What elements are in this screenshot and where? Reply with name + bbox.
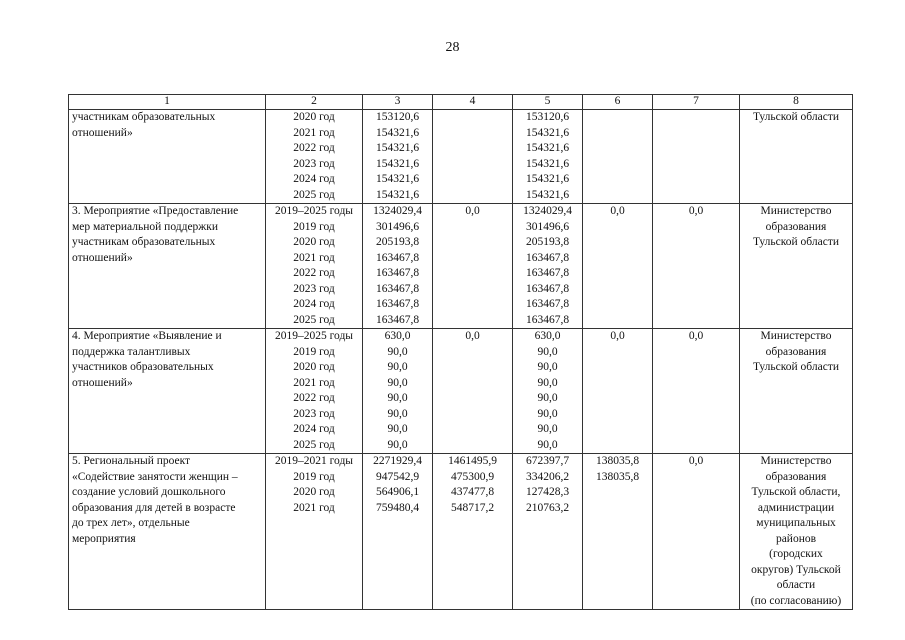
cell-col-5 (513, 110, 583, 204)
cell-line: 163467,8 (525, 267, 570, 279)
cell-col-1 (69, 110, 266, 204)
cell-line: образования для детей в возрасте (72, 501, 236, 514)
cell-line: 90,0 (537, 376, 558, 389)
cell-line: 5. Региональный проект (72, 455, 191, 467)
cell-line: Министерство (760, 205, 832, 217)
cell-line: 163467,8 (375, 313, 420, 326)
cell-line: 205193,8 (375, 236, 420, 248)
cell-line: области (776, 579, 816, 591)
cell-line: 2025 год (293, 438, 335, 451)
cell-col-5 (513, 204, 583, 329)
table-row (69, 110, 853, 204)
cell-line: 163467,8 (375, 267, 420, 279)
cell-line: 163467,8 (525, 251, 570, 264)
cell-line: 2021 год (293, 501, 335, 514)
cell-line: 1461495,9 (448, 455, 497, 467)
cell-line: 0,0 (465, 330, 480, 342)
cell-col-2 (266, 329, 363, 454)
cell-line: 2022 год (293, 267, 335, 279)
cell-line: 90,0 (537, 423, 558, 435)
cell-line: (по согласованию) (750, 594, 842, 607)
cell-line: 2024 год (293, 298, 335, 310)
column-header-1: 1 (69, 95, 266, 110)
cell-line: муниципальных (756, 517, 836, 529)
cell-line: 2024 год (293, 173, 335, 185)
cell-line: 90,0 (537, 345, 558, 358)
cell-col-3 (363, 110, 433, 204)
cell-line: 154321,6 (375, 173, 420, 185)
cell-line: отношений» (72, 376, 133, 389)
cell-line: 154321,6 (375, 188, 420, 201)
cell-line: районов (775, 532, 817, 545)
cell-line: 2020 год (293, 486, 335, 498)
cell-line: 90,0 (537, 361, 558, 373)
cell-line: 2021 год (293, 251, 335, 264)
column-header-5: 5 (513, 95, 583, 110)
cell-line: мероприятия (72, 532, 136, 545)
cell-line: 154321,6 (375, 157, 420, 170)
cell-line: Тульской области, (751, 486, 841, 498)
cell-line: 2022 год (293, 142, 335, 154)
cell-line: 90,0 (387, 361, 408, 373)
cell-line: 154321,6 (375, 142, 420, 154)
cell-line: 153120,6 (525, 111, 570, 123)
cell-col-3 (363, 454, 433, 610)
cell-col-1 (69, 204, 266, 329)
cell-line: 2271929,4 (373, 455, 422, 467)
cell-line: 2022 год (293, 392, 335, 404)
cell-line: 163467,8 (375, 282, 420, 295)
cell-col-1 (69, 454, 266, 610)
cell-col-7 (653, 454, 740, 610)
cell-col-5 (513, 454, 583, 610)
cell-line: 2019–2021 годы (274, 455, 354, 467)
cell-line: 564906,1 (375, 486, 420, 498)
table-row (69, 454, 853, 610)
cell-line: 0,0 (610, 330, 625, 342)
cell-line: 2019–2025 годы (274, 330, 354, 342)
column-header-3: 3 (363, 95, 433, 110)
cell-line: Тульской области (752, 236, 839, 248)
cell-col-7 (653, 110, 740, 204)
cell-line: 90,0 (387, 438, 408, 451)
cell-line: администрации (757, 501, 835, 514)
cell-line: округов) Тульской (751, 563, 841, 576)
cell-line: участникам образовательных (72, 236, 216, 248)
column-header-8: 8 (740, 95, 853, 110)
cell-line: до трех лет», отдельные (72, 517, 190, 529)
cell-line: 2023 год (293, 407, 335, 420)
cell-col-4 (433, 110, 513, 204)
cell-line: 334206,2 (525, 470, 570, 483)
cell-line: 90,0 (387, 376, 408, 389)
cell-line: 2025 год (293, 313, 335, 326)
cell-line: 0,0 (610, 205, 625, 217)
cell-line: 138035,8 (595, 455, 640, 467)
cell-line: 672397,7 (525, 455, 570, 467)
cell-col-5 (513, 329, 583, 454)
cell-line: 475300,9 (450, 470, 495, 483)
table-row (69, 204, 853, 329)
cell-line: 163467,8 (375, 251, 420, 264)
cell-line: 437477,8 (450, 486, 495, 498)
cell-line: 205193,8 (525, 236, 570, 248)
cell-line: 0,0 (688, 455, 704, 467)
cell-line: 90,0 (387, 423, 408, 435)
cell-line: Министерство (760, 455, 832, 467)
cell-line: Министерство (760, 330, 832, 342)
cell-line: 90,0 (387, 345, 408, 358)
page-number: 28 (445, 40, 460, 55)
cell-col-6 (583, 329, 653, 454)
cell-col-4 (433, 454, 513, 610)
cell-line: 2023 год (293, 282, 335, 295)
cell-line: 630,0 (534, 330, 561, 342)
cell-line: 163467,8 (525, 282, 570, 295)
cell-line: 163467,8 (525, 298, 570, 310)
program-table (68, 94, 853, 610)
column-header-2: 2 (266, 95, 363, 110)
cell-line: 301496,6 (375, 220, 420, 233)
cell-line: 630,0 (384, 330, 411, 342)
column-header-7: 7 (653, 95, 740, 110)
table-row (69, 329, 853, 454)
cell-line: участников образовательных (72, 361, 214, 373)
cell-col-2 (266, 110, 363, 204)
cell-line: 90,0 (537, 392, 558, 404)
cell-col-6 (583, 454, 653, 610)
cell-line: 90,0 (387, 392, 408, 404)
cell-line: 2023 год (293, 157, 335, 170)
cell-col-8 (740, 329, 853, 454)
cell-col-2 (266, 204, 363, 329)
cell-line: 154321,6 (525, 173, 570, 185)
cell-col-2 (266, 454, 363, 610)
cell-line: 2021 год (293, 126, 335, 139)
cell-line: 759480,4 (375, 501, 420, 514)
cell-line: 2021 год (293, 376, 335, 389)
cell-line: 301496,6 (525, 220, 570, 233)
cell-col-7 (653, 329, 740, 454)
cell-line: 127428,3 (525, 486, 570, 498)
cell-line: 153120,6 (375, 111, 420, 123)
cell-col-7 (653, 204, 740, 329)
cell-line: 2020 год (293, 236, 335, 248)
cell-line: 0,0 (688, 330, 704, 342)
cell-line: создание условий дошкольного (72, 486, 226, 498)
cell-line: 2019–2025 годы (274, 205, 354, 217)
table-body (69, 110, 853, 610)
cell-line: 163467,8 (525, 313, 570, 326)
cell-line: 154321,6 (375, 126, 420, 139)
cell-line: (городских (769, 548, 823, 560)
cell-line: 548717,2 (450, 501, 495, 514)
cell-line: 90,0 (537, 438, 558, 451)
cell-line: 2020 год (293, 361, 335, 373)
cell-line: 2024 год (293, 423, 335, 435)
cell-col-4 (433, 329, 513, 454)
cell-line: 154321,6 (525, 142, 570, 154)
cell-line: 2025 год (293, 188, 335, 201)
cell-line: 0,0 (688, 205, 704, 217)
cell-line: образования (765, 220, 827, 233)
cell-col-4 (433, 204, 513, 329)
cell-line: 154321,6 (525, 188, 570, 201)
column-header-4: 4 (433, 95, 513, 110)
cell-col-8 (740, 454, 853, 610)
cell-col-3 (363, 329, 433, 454)
cell-line: 1324029,4 (523, 205, 572, 217)
cell-line: мер материальной поддержки (72, 220, 218, 233)
cell-line: Тульской области (752, 111, 839, 123)
cell-col-3 (363, 204, 433, 329)
cell-line: 3. Мероприятие «Предоставление (72, 205, 239, 217)
cell-line: поддержка талантливых (72, 345, 191, 358)
cell-line: 90,0 (537, 407, 558, 420)
column-header-6: 6 (583, 95, 653, 110)
cell-line: 4. Мероприятие «Выявление и (72, 330, 222, 342)
cell-line: 163467,8 (375, 298, 420, 310)
cell-col-1 (69, 329, 266, 454)
header-row (69, 95, 853, 110)
cell-line: 2019 год (293, 220, 335, 233)
cell-line: 1324029,4 (373, 205, 422, 217)
cell-line: участникам образовательных (72, 111, 216, 123)
cell-line: 210763,2 (525, 501, 570, 514)
cell-col-8 (740, 204, 853, 329)
cell-col-6 (583, 204, 653, 329)
cell-line: образования (765, 470, 827, 483)
cell-line: 2019 год (293, 345, 335, 358)
cell-line: 2019 год (293, 470, 335, 483)
cell-line: образования (765, 345, 827, 358)
cell-line: 2020 год (293, 111, 335, 123)
cell-line: «Содействие занятости женщин – (72, 470, 238, 483)
cell-col-6 (583, 110, 653, 204)
cell-line: отношений» (72, 126, 133, 139)
cell-line: 90,0 (387, 407, 408, 420)
cell-line: 0,0 (465, 205, 480, 217)
cell-line: 154321,6 (525, 126, 570, 139)
cell-line: 947542,9 (375, 470, 420, 483)
cell-line: 154321,6 (525, 157, 570, 170)
cell-line: отношений» (72, 251, 133, 264)
cell-line: Тульской области (752, 361, 839, 373)
cell-col-8 (740, 110, 853, 204)
cell-line: 138035,8 (595, 470, 640, 483)
